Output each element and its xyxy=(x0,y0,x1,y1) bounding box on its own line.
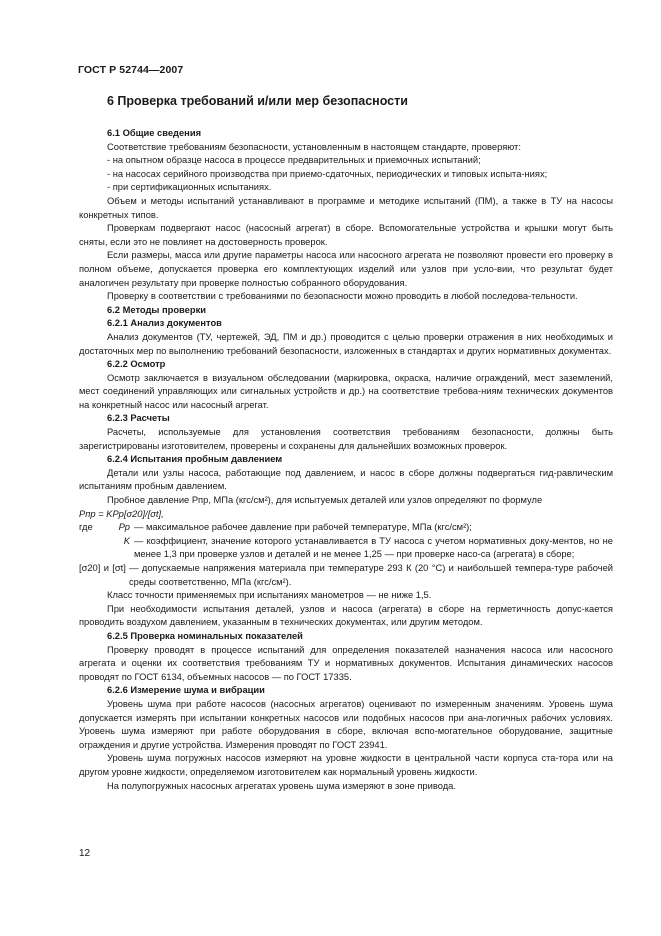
subsection-6-2-3-title: 6.2.3 Расчеты xyxy=(107,413,170,424)
paragraph: Уровень шума при работе насосов (насосных агрегатов) оценивают по измеренным значениям. Уровень шума допускается измерять при испытании конкретных насосов или подобных насосов при ана-логичных рабочих условиях. Уровень шума измеряют при работе оборудования в сборе, включая вспо-могательное оборудование, защитные ограждения и другие устройства. Измерения проводят по ГОСТ 23941. xyxy=(79,698,613,750)
paragraph: Проверку проводят в процессе испытаний для определения показателей назначения насоса или насосного агрегата и оценки их соответствия требованиям ТУ и нормативных документов. Испытания динамических насосов проводят по ГОСТ 6134, объемных насосов — по ГОСТ 17335. xyxy=(79,644,613,682)
list-item: - при сертификационных испытаниях. xyxy=(107,182,272,193)
paragraph: Уровень шума погружных насосов измеряют на уровне жидкости в центральной части корпуса ста-тора или на другом уровне жидкости, определяемом изготовителем как нормальный уровень жидкости. xyxy=(79,753,613,777)
paragraph: Проверкам подвергают насос (насосный агрегат) в сборе. Вспомогательные устройства и крышки могут быть сняты, если это не повлияет на достоверность проверок. xyxy=(79,223,613,247)
list-item: - на насосах серийного производства при приемо-сдаточных, периодических и типовых испыта-ниях; xyxy=(107,168,548,179)
paragraph: Соответствие требованиям безопасности, установленным в настоящем стандарте, проверяют: xyxy=(107,141,521,152)
section-title: 6 Проверка требований и/или мер безопасности xyxy=(107,94,408,108)
document-body xyxy=(79,127,613,793)
where-symbol: K xyxy=(123,535,130,546)
paragraph: Если размеры, масса или другие параметры насоса или насосного агрегата не позволяют провести его проверку в полном объеме, допускается проверка его комплектующих изделий или узлов при усло-вии, что результат будет аналогичен результату при проверке полностью собранного оборудования. xyxy=(79,250,613,288)
where-label: где xyxy=(79,522,93,533)
paragraph: При необходимости испытания деталей, узлов и насоса (агрегата) в сборе на герметичность допус-кается проводить воздухом давлением, указанным в технических документах, или другим методом. xyxy=(79,603,613,628)
paragraph: Анализ документов (ТУ, чертежей, ЭД, ПМ и др.) проводится с целью проверки отражения в них необходимых и достаточных мер по выполнению требований безопасности, изложенных в стандартах и других нормативных документах. xyxy=(79,331,613,356)
subsection-6-2-4-title: 6.2.4 Испытания пробным давлением xyxy=(107,454,283,465)
subsection-6-2-5-title: 6.2.5 Проверка номинальных показателей xyxy=(107,630,303,641)
subsection-6-2-1-title: 6.2.1 Анализ документов xyxy=(107,318,222,329)
subsection-6-2-2-title: 6.2.2 Осмотр xyxy=(107,359,166,370)
subsection-6-2-title: 6.2 Методы проверки xyxy=(107,304,206,315)
formula: Pпр = KPр[σ20]/[σt], xyxy=(79,508,164,519)
paragraph: Класс точности применяемых при испытаниях манометров — не ниже 1,5. xyxy=(107,590,432,601)
subsection-6-2-6-title: 6.2.6 Измерение шума и вибрации xyxy=(107,685,265,696)
paragraph: Объем и методы испытаний устанавливают в программе и методике испытаний (ПМ), а также в ТУ на насосы конкретных типов. xyxy=(79,195,613,220)
paragraph: Пробное давление Pпр, МПа (кгс/см²), для испытуемых деталей или узлов определяют по формуле xyxy=(107,495,543,506)
paragraph: Детали или узлы насоса, работающие под давлением, и насос в сборе должны подвергаться гид-равлическим испытаниям пробным давлением. xyxy=(79,467,613,492)
list-item: - на опытном образце насоса в процессе предварительных и приемочных испытаний; xyxy=(107,155,481,166)
paragraph: Проверку в соответствии с требованиями по безопасности можно проводить в любой последова-тельности. xyxy=(107,291,578,302)
where-text: — максимальное рабочее давление при рабочей температуре, МПа (кгс/см²); xyxy=(134,522,472,533)
page-number: 12 xyxy=(79,848,91,859)
paragraph: Расчеты, используемые для установления соответствия требованиям безопасности, должны быть зарегистрированы изготовителем, проверены и сохранены для дальнейших возможных проверок. xyxy=(79,427,613,451)
where-text: — коэффициент, значение которого устанавливается в ТУ насоса с учетом нормативных доку-ментов, но не менее 1,3 при проверке узлов и деталей и не менее 1,25 — при проверке насо-са (агрегата) в сборе; xyxy=(134,535,613,560)
where-item xyxy=(79,535,613,562)
paragraph: Осмотр заключается в визуальном обследовании (маркировка, окраска, наличие ограждений, мест заземлений, мест соединений управляющих или сигнальных устройств и др.) на соответствие требова-ниям технических документов на конкретный насос или насосный агрегат. xyxy=(79,372,613,410)
where-symbol: Pр xyxy=(118,522,130,533)
document-header: ГОСТ Р 52744—2007 xyxy=(78,64,184,76)
where-item xyxy=(79,521,613,535)
subsection-6-1-title: 6.1 Общие сведения xyxy=(107,128,202,138)
where-item: [σ20] и [σt] — допускаемые напряжения материала при температуре 293 К (20 °С) и наибольшей темпера-туре рабочей среды соответственно, МПа (кгс/см²). xyxy=(79,563,613,587)
paragraph: На полупогружных насосных агрегатах уровень шума измеряют в зоне привода. xyxy=(107,780,456,791)
